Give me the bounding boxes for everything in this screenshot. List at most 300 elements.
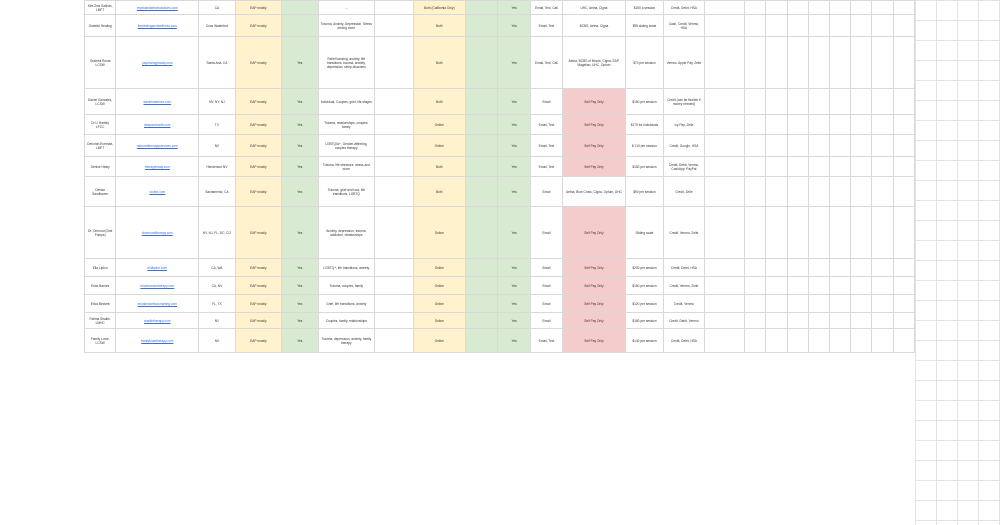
table-row xyxy=(85,37,915,89)
rate-cell: $150 per session xyxy=(625,89,663,115)
blank-cell xyxy=(375,177,413,207)
eap-cell: EAP mostly xyxy=(235,177,282,207)
empty-cell xyxy=(851,207,872,259)
contact-method-cell: Email xyxy=(530,295,562,313)
empty-cell xyxy=(829,295,850,313)
blank-green-cell xyxy=(466,89,498,115)
specialties-cell: Anxiety, depression, trauma, addiction, relationships xyxy=(318,207,375,259)
website-link[interactable]: myrthandistinctsolutions.com xyxy=(116,1,199,15)
blank-cell xyxy=(375,89,413,115)
row-header-margin xyxy=(0,0,84,525)
empty-cell xyxy=(766,15,787,37)
insurance-cell: Self Pay Only xyxy=(563,89,626,115)
blank-green-cell xyxy=(466,37,498,89)
specialties-cell: Relief banking, anxiety, life transitions, trauma, anxiety, depression, sleep disorders xyxy=(318,37,375,89)
location-cell: TX xyxy=(199,115,235,135)
blank-green-cell xyxy=(466,259,498,277)
empty-cell xyxy=(745,177,766,207)
website-link[interactable]: rooted.com xyxy=(116,177,199,207)
location-cell: NY, NJ, FL, DC, CO xyxy=(199,207,235,259)
extra-cell xyxy=(704,329,744,353)
empty-cell xyxy=(872,259,893,277)
yes-flag-cell: Yes xyxy=(282,115,318,135)
empty-cell xyxy=(872,1,893,15)
empty-cell xyxy=(851,295,872,313)
table-row xyxy=(85,313,915,329)
extra-cell xyxy=(704,207,744,259)
empty-cell xyxy=(787,115,808,135)
empty-cell xyxy=(808,177,829,207)
extra-cell xyxy=(704,277,744,295)
empty-cell xyxy=(872,207,893,259)
empty-cell xyxy=(851,157,872,177)
empty-cell xyxy=(808,157,829,177)
empty-cell xyxy=(808,313,829,329)
session-mode-cell: Online xyxy=(413,313,466,329)
blank-cell xyxy=(375,295,413,313)
blank-green-cell xyxy=(466,157,498,177)
table-row xyxy=(85,115,915,135)
empty-cell xyxy=(787,277,808,295)
insurance-cell: Self Pay Only xyxy=(563,277,626,295)
insurance-cell: Aetna, BCBS of Illinois, Cigna, EAP, Magellan, UHC, Optum xyxy=(563,37,626,89)
blank-cell xyxy=(375,207,413,259)
empty-cell xyxy=(872,277,893,295)
eap-cell: EAP mostly xyxy=(235,15,282,37)
eap-cell: EAP mostly xyxy=(235,89,282,115)
empty-cell xyxy=(893,295,914,313)
session-mode-cell: Online xyxy=(413,135,466,157)
blank-green-cell xyxy=(466,135,498,157)
empty-cell xyxy=(872,177,893,207)
extra-cell xyxy=(704,177,744,207)
empty-cell xyxy=(766,157,787,177)
session-mode-cell: Online xyxy=(413,295,466,313)
empty-cell xyxy=(745,277,766,295)
yes-flag-cell: Yes xyxy=(282,207,318,259)
empty-cell xyxy=(851,329,872,353)
rate-cell: $180 per session xyxy=(625,313,663,329)
empty-cell xyxy=(745,37,766,89)
extra-cell xyxy=(704,295,744,313)
payment-cell: Credit, Debit, Venmo xyxy=(664,313,704,329)
payment-cell: Credit, Debit, Venmo, CashApp, PayPal xyxy=(664,157,704,177)
website-link[interactable]: deborahtherapyservices.com xyxy=(116,135,199,157)
extra-cell xyxy=(704,89,744,115)
specialties-cell: Trauma, Anxiety, Depression, Stress driving more xyxy=(318,15,375,37)
empty-grid-area[interactable] xyxy=(915,0,1000,525)
eap-cell: EAP mostly xyxy=(235,313,282,329)
payment-cell: Credit, Venmo, Zelle xyxy=(664,277,704,295)
accepting-clients-cell: Yes xyxy=(498,37,530,89)
payment-cell: Credit, Debit, HSA xyxy=(664,329,704,353)
contact-method-cell: Email, Text xyxy=(530,115,562,135)
specialties-cell: Trauma, depression, anxiety, family therapy xyxy=(318,329,375,353)
payment-cell: Credit (can be flexible if money needed) xyxy=(664,89,704,115)
specialties-cell: LGBTQ+, life transitions, anxiety xyxy=(318,259,375,277)
insurance-cell: Self Pay Only xyxy=(563,207,626,259)
blank-green-cell xyxy=(466,177,498,207)
empty-cell xyxy=(766,37,787,89)
therapist-name-cell: Dr Li Hartley LPCC xyxy=(85,115,116,135)
session-mode-cell: Online xyxy=(413,277,466,295)
rate-cell: $ 110 per session xyxy=(625,135,663,157)
empty-cell xyxy=(829,115,850,135)
therapist-name-cell: Daniel Gonzalez, LCSW xyxy=(85,89,116,115)
empty-cell xyxy=(766,259,787,277)
rate-cell: $95 sliding scale xyxy=(625,15,663,37)
empty-cell xyxy=(851,115,872,135)
therapist-name-cell: Denise Sandhaven xyxy=(85,177,116,207)
empty-cell xyxy=(893,37,914,89)
empty-cell xyxy=(745,1,766,15)
empty-cell xyxy=(829,135,850,157)
table-row xyxy=(85,295,915,313)
empty-cell xyxy=(745,329,766,353)
rate-cell: $150 per session xyxy=(625,157,663,177)
empty-cell xyxy=(872,295,893,313)
specialties-cell: Trauma, life stressors, stress and more xyxy=(318,157,375,177)
therapist-name-cell: Grateful Healing xyxy=(85,15,116,37)
table-row xyxy=(85,89,915,115)
specialties-cell: Trauma, couples, family xyxy=(318,277,375,295)
empty-cell xyxy=(893,277,914,295)
blank-green-cell xyxy=(466,295,498,313)
empty-cell xyxy=(745,157,766,177)
website-link[interactable]: shaikhtherapy.com xyxy=(116,313,199,329)
accepting-clients-cell: Yes xyxy=(498,295,530,313)
empty-cell xyxy=(829,177,850,207)
accepting-clients-cell: Yes xyxy=(498,135,530,157)
rate-cell: $175 for individuals xyxy=(625,115,663,135)
spreadsheet-grid[interactable] xyxy=(84,0,915,525)
empty-cell xyxy=(766,295,787,313)
blank-cell xyxy=(375,329,413,353)
empty-cell xyxy=(745,89,766,115)
empty-cell xyxy=(829,207,850,259)
website-link[interactable]: ericabeckettcounseling.com xyxy=(116,295,199,313)
extra-cell xyxy=(704,157,744,177)
eap-cell: EAP mostly xyxy=(235,37,282,89)
yes-flag-cell: Yes xyxy=(282,37,318,89)
empty-cell xyxy=(766,313,787,329)
empty-cell xyxy=(872,329,893,353)
empty-cell xyxy=(808,1,829,15)
empty-cell xyxy=(893,15,914,37)
yes-flag-cell xyxy=(282,15,318,37)
contact-method-cell: Email, Text xyxy=(530,157,562,177)
empty-cell xyxy=(872,115,893,135)
therapist-name-cell: Fatima Shaikh, LMHC xyxy=(85,313,116,329)
accepting-clients-cell: Yes xyxy=(498,207,530,259)
empty-cell xyxy=(808,207,829,259)
empty-cell xyxy=(745,207,766,259)
payment-cell: Credit, Zelle xyxy=(664,177,704,207)
session-mode-cell: Online xyxy=(413,259,466,277)
therapist-name-cell: Erica Barnes xyxy=(85,277,116,295)
extra-cell xyxy=(704,259,744,277)
blank-cell xyxy=(375,277,413,295)
location-cell: Sacramento, CA xyxy=(199,177,235,207)
eap-cell: EAP mostly xyxy=(235,1,282,15)
payment-cell: Credit, Google, HSA xyxy=(664,135,704,157)
insurance-cell: BCBS, Aetna, Cigna xyxy=(563,15,626,37)
empty-cell xyxy=(829,277,850,295)
insurance-cell: Self Pay Only xyxy=(563,115,626,135)
therapist-name-cell: Dr. Ormond (Dmt Frimps) xyxy=(85,207,116,259)
empty-cell xyxy=(787,177,808,207)
blank-cell xyxy=(375,37,413,89)
eap-cell: EAP mostly xyxy=(235,135,282,157)
empty-cell xyxy=(787,207,808,259)
session-mode-cell: Online xyxy=(413,115,466,135)
table-row xyxy=(85,135,915,157)
empty-cell xyxy=(787,157,808,177)
empty-cell xyxy=(766,89,787,115)
accepting-clients-cell: Yes xyxy=(498,89,530,115)
eap-cell: EAP mostly xyxy=(235,295,282,313)
accepting-clients-cell: Yes xyxy=(498,259,530,277)
website-link[interactable]: thehealingandwellness.com xyxy=(116,15,199,37)
empty-cell xyxy=(872,135,893,157)
contact-method-cell: Email xyxy=(530,313,562,329)
payment-cell: Credit, Debit, HSA xyxy=(664,1,704,15)
contact-method-cell: Email xyxy=(530,259,562,277)
blank-green-cell xyxy=(466,207,498,259)
table-row xyxy=(85,277,915,295)
website-link[interactable]: ericabarnestherapy.com xyxy=(116,277,199,295)
accepting-clients-cell: Yes xyxy=(498,177,530,207)
insurance-cell: Self Pay Only xyxy=(563,313,626,329)
accepting-clients-cell: Yes xyxy=(498,115,530,135)
empty-cell xyxy=(808,89,829,115)
empty-cell xyxy=(872,15,893,37)
blank-green-cell xyxy=(466,15,498,37)
website-link[interactable]: familylowetherapy.com xyxy=(116,329,199,353)
eap-cell: EAP mostly xyxy=(235,277,282,295)
empty-cell xyxy=(851,259,872,277)
payment-cell: Credit, Venmo xyxy=(664,295,704,313)
empty-cell xyxy=(872,157,893,177)
location-cell: Santa Ana, CA xyxy=(199,37,235,89)
empty-cell xyxy=(808,37,829,89)
specialties-cell: LGBTQIA+, Gender-affirming, couples therapy xyxy=(318,135,375,157)
location-cell: CA, NV xyxy=(199,277,235,295)
empty-cell xyxy=(808,15,829,37)
website-link[interactable]: drormondtherapy.com xyxy=(116,207,199,259)
empty-cell xyxy=(851,313,872,329)
eap-cell: EAP mostly xyxy=(235,259,282,277)
empty-cell xyxy=(745,259,766,277)
blank-cell xyxy=(375,157,413,177)
rate-cell: $140 per session xyxy=(625,329,663,353)
eap-cell: EAP mostly xyxy=(235,157,282,177)
empty-cell xyxy=(745,135,766,157)
location-cell: NV xyxy=(199,135,235,157)
location-cell: NV xyxy=(199,329,235,353)
contact-method-cell: Email xyxy=(530,277,562,295)
rate-cell: $200 per session xyxy=(625,259,663,277)
table-row xyxy=(85,1,915,15)
yes-flag-cell: Yes xyxy=(282,177,318,207)
insurance-cell: Self Pay Only xyxy=(563,329,626,353)
therapist-name-cell: Family Lowe, LCSW xyxy=(85,329,116,353)
payment-cell: Credit, Venmo, Zelle xyxy=(664,207,704,259)
yes-flag-cell: Yes xyxy=(282,277,318,295)
table-row xyxy=(85,15,915,37)
rate-cell: $120 per session xyxy=(625,295,663,313)
blank-cell xyxy=(375,15,413,37)
payment-cell: Ivy Pay, Zelle xyxy=(664,115,704,135)
eap-cell: EAP mostly xyxy=(235,115,282,135)
empty-cell xyxy=(787,1,808,15)
yes-flag-cell xyxy=(282,1,318,15)
rate-cell: $70 per session xyxy=(625,37,663,89)
extra-cell xyxy=(704,135,744,157)
contact-method-cell: Email, Text xyxy=(530,135,562,157)
location-cell: NY xyxy=(199,313,235,329)
eap-cell: EAP mostly xyxy=(235,207,282,259)
session-mode-cell: Online xyxy=(413,207,466,259)
accepting-clients-cell: Yes xyxy=(498,1,530,15)
empty-cell xyxy=(766,1,787,15)
contact-method-cell: Email xyxy=(530,177,562,207)
website-link[interactable]: therapyhealy.com xyxy=(116,157,199,177)
blank-cell xyxy=(375,1,413,15)
empty-cell xyxy=(745,295,766,313)
yes-flag-cell: Yes xyxy=(282,313,318,329)
accepting-clients-cell: Yes xyxy=(498,157,530,177)
website-link[interactable]: danielmartinez.com xyxy=(116,89,199,115)
table-row xyxy=(85,157,915,177)
empty-cell xyxy=(829,15,850,37)
empty-cell xyxy=(808,259,829,277)
empty-cell xyxy=(808,277,829,295)
empty-cell xyxy=(787,37,808,89)
empty-cell xyxy=(893,177,914,207)
empty-cell xyxy=(851,37,872,89)
insurance-cell: Self Pay Only xyxy=(563,135,626,157)
empty-cell xyxy=(851,89,872,115)
empty-cell xyxy=(766,115,787,135)
therapist-name-cell: Denise Healy xyxy=(85,157,116,177)
website-link[interactable]: psychologytoday.com xyxy=(116,37,199,89)
table-row xyxy=(85,207,915,259)
session-mode-cell: Both xyxy=(413,89,466,115)
specialties-cell: Couples, family, relationships xyxy=(318,313,375,329)
insurance-cell: Self Pay Only xyxy=(563,295,626,313)
empty-cell xyxy=(787,329,808,353)
eap-cell: EAP mostly xyxy=(235,329,282,353)
therapist-name-cell: Grateful Roots LCSW xyxy=(85,37,116,89)
yes-flag-cell: Yes xyxy=(282,295,318,313)
empty-cell xyxy=(808,135,829,157)
empty-cell xyxy=(766,207,787,259)
rate-cell: Sliding scale xyxy=(625,207,663,259)
rate-cell: $150 a session xyxy=(625,1,663,15)
empty-cell xyxy=(829,1,850,15)
empty-cell xyxy=(766,177,787,207)
empty-cell xyxy=(893,115,914,135)
contact-method-cell: Email, Text, Call xyxy=(530,1,562,15)
specialties-cell: Individual, Couples, grief, life stages xyxy=(318,89,375,115)
blank-green-cell xyxy=(466,277,498,295)
empty-cell xyxy=(829,313,850,329)
session-mode-cell: Both (California Only) xyxy=(413,1,466,15)
extra-cell xyxy=(704,115,744,135)
empty-cell xyxy=(872,89,893,115)
empty-cell xyxy=(787,259,808,277)
empty-cell xyxy=(745,15,766,37)
blank-cell xyxy=(375,313,413,329)
location-cell: Coos Waterford xyxy=(199,15,235,37)
empty-cell xyxy=(766,329,787,353)
payment-cell: Cash, Credit, Venmo, HSA xyxy=(664,15,704,37)
contact-method-cell: Email xyxy=(530,89,562,115)
empty-cell xyxy=(829,37,850,89)
accepting-clients-cell: Yes xyxy=(498,277,530,295)
therapist-name-cell: Ella Lipton xyxy=(85,259,116,277)
extra-cell xyxy=(704,15,744,37)
yes-flag-cell: Yes xyxy=(282,135,318,157)
rate-cell: $150 per session xyxy=(625,277,663,295)
empty-cell xyxy=(851,277,872,295)
website-link[interactable]: deepworkwith.com xyxy=(116,115,199,135)
contact-method-cell: Email, Text, Call xyxy=(530,37,562,89)
insurance-cell: Self Pay Only xyxy=(563,157,626,177)
blank-cell xyxy=(375,135,413,157)
yes-flag-cell: Yes xyxy=(282,259,318,277)
insurance-cell: UHC, Aetna, Cigna xyxy=(563,1,626,15)
therapist-name-cell: Kim Zins Salinas, LMFT xyxy=(85,1,116,15)
empty-cell xyxy=(829,259,850,277)
empty-cell xyxy=(893,329,914,353)
therapist-name-cell: Deborah Everhart, LMFT xyxy=(85,135,116,157)
location-cell: Henderson NV xyxy=(199,157,235,177)
location-cell: CA xyxy=(199,1,235,15)
payment-cell: Credit, Debit, HSA xyxy=(664,259,704,277)
specialties-cell: Grief, life transitions, anxiety xyxy=(318,295,375,313)
yes-flag-cell: Yes xyxy=(282,329,318,353)
accepting-clients-cell: Yes xyxy=(498,15,530,37)
empty-cell xyxy=(829,329,850,353)
insurance-cell: Aetna, Blue Cross, Cigna, Optum, UHC xyxy=(563,177,626,207)
empty-cell xyxy=(787,15,808,37)
empty-cell xyxy=(893,259,914,277)
blank-cell xyxy=(375,259,413,277)
website-link[interactable]: ellalipton.com xyxy=(116,259,199,277)
session-mode-cell: Both xyxy=(413,177,466,207)
rate-cell: $90 per session xyxy=(625,177,663,207)
empty-cell xyxy=(808,329,829,353)
yes-flag-cell: Yes xyxy=(282,89,318,115)
payment-cell: Venmo, Apple Pay, Zelle xyxy=(664,37,704,89)
blank-green-cell xyxy=(466,115,498,135)
location-cell: CA, WA xyxy=(199,259,235,277)
specialties-cell: Trauma, relationships, couples, family xyxy=(318,115,375,135)
empty-cell xyxy=(787,89,808,115)
insurance-cell: Self Pay Only xyxy=(563,259,626,277)
therapist-table xyxy=(84,0,915,353)
empty-cell xyxy=(851,15,872,37)
extra-cell xyxy=(704,1,744,15)
accepting-clients-cell: Yes xyxy=(498,313,530,329)
specialties-cell: Trauma, grief and loss, life transitions, LGBTQ xyxy=(318,177,375,207)
empty-cell xyxy=(745,313,766,329)
table-row xyxy=(85,177,915,207)
session-mode-cell: Online xyxy=(413,329,466,353)
contact-method-cell: Email xyxy=(530,207,562,259)
